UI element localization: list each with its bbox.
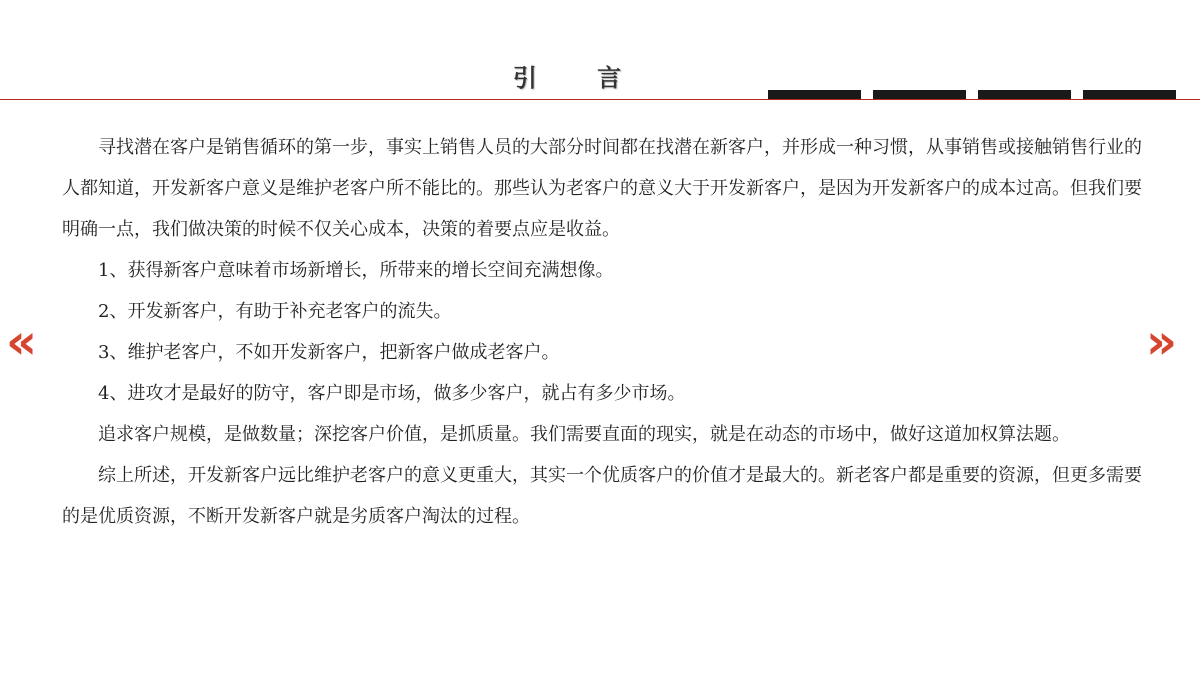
header-divider [0,99,1200,100]
decorative-bar [768,90,861,99]
conclusion-paragraph: 综上所述，开发新客户远比维护老客户的意义更重大，其实一个优质客户的价值才是最大的。新老客户都是重要的资源，但更多需要的是优质资源，不断开发新客户就是劣质客户淘汰的过程。 [62,465,1142,527]
point-1: 1、获得新客户意味着市场新增长，所带来的增长空间充满想像。 [98,260,614,281]
point-4: 4、进攻才是最好的防守，客户即是市场，做多少客户，就占有多少市场。 [98,383,686,404]
body-text [62,127,1142,537]
page-title: 引 言 [512,63,648,92]
point-3: 3、维护老客户，不如开发新客户，把新客户做成老客户。 [98,342,560,363]
decorative-bar [873,90,966,99]
header-decorative-bars [768,90,1176,99]
point-2: 2、开发新客户，有助于补充老客户的流失。 [98,301,452,322]
previous-slide-button[interactable]: « [6,314,38,370]
decorative-bar [978,90,1071,99]
decorative-bar [1083,90,1176,99]
intro-paragraph: 寻找潜在客户是销售循环的第一步，事实上销售人员的大部分时间都在找潜在新客户，并形成一种习惯，从事销售或接触销售行业的人都知道，开发新客户意义是维护老客户所不能比的。那些认为老客户的意义大于开发新客户，是因为开发新客户的成本过高。但我们要明确一点，我们做决策的时候不仅关心成本，决策的着要点应是收益。 [62,137,1142,240]
next-slide-button[interactable]: » [1146,314,1178,370]
quantity-quality-paragraph: 追求客户规模，是做数量；深挖客户价值，是抓质量。我们需要直面的现实，就是在动态的市场中，做好这道加权算法题。 [98,424,1070,445]
